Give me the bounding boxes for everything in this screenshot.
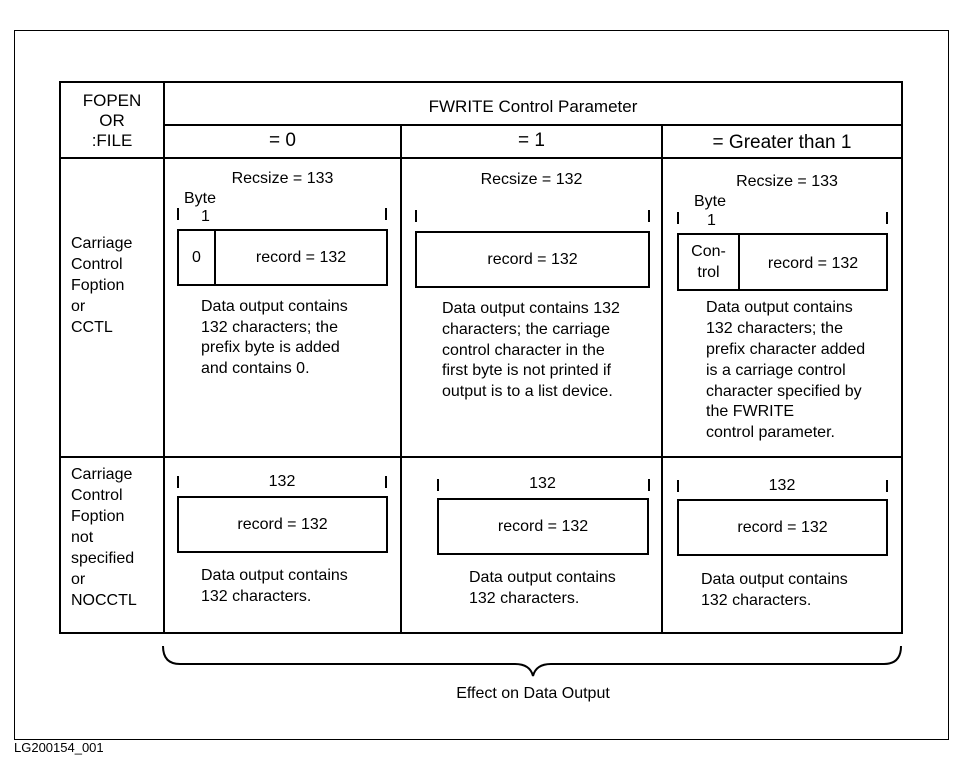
description-line: Data output contains 132: [442, 300, 620, 317]
nocctl-label-line: Control: [71, 487, 123, 504]
prefix-byte: 0: [192, 249, 201, 266]
record-label: record = 132: [737, 519, 828, 536]
description-line: 132 characters.: [701, 592, 812, 609]
record-label: record = 132: [487, 251, 578, 268]
byte-label: Byte: [184, 190, 217, 207]
description-line: Data output contains: [469, 569, 616, 586]
recsize-label: Recsize = 133: [736, 173, 838, 190]
description-line: character specified by: [706, 383, 862, 400]
description-line: control parameter.: [706, 424, 835, 441]
nocctl-label-line: specified: [71, 550, 135, 567]
description-line: characters; the carriage: [442, 321, 611, 338]
cctl-label-line: Foption: [71, 277, 125, 294]
prefix-control-line: trol: [697, 264, 720, 281]
description-line: first byte is not printed if: [442, 362, 611, 379]
recsize-label: Recsize = 132: [480, 171, 583, 188]
description-line: 132 characters.: [469, 590, 580, 607]
record-label: record = 132: [237, 516, 328, 533]
nocctl-label-line: or: [71, 571, 86, 588]
description-line: control character in the: [442, 342, 605, 359]
description-line: 132 characters; the: [201, 319, 338, 336]
byte-number: 1: [201, 208, 210, 225]
col-header-0: = 0: [269, 130, 296, 151]
record-label: record = 132: [767, 255, 859, 272]
byte-label: Byte: [694, 193, 727, 210]
record-label: record = 132: [497, 518, 589, 535]
effect-label: Effect on Data Output: [456, 685, 610, 702]
description-line: prefix character added: [706, 341, 866, 358]
description-line: is a carriage control: [706, 362, 846, 379]
description-line: the FWRITE: [706, 403, 795, 420]
size-label: 132: [768, 477, 796, 494]
cctl-label-line: Carriage: [71, 235, 133, 252]
description-line: Data output contains: [701, 571, 848, 588]
description-line: output is to a list device.: [442, 383, 613, 400]
recsize-label: Recsize = 133: [231, 170, 334, 187]
fopen-header-line2: OR: [99, 111, 125, 130]
nocctl-label-line: Carriage: [71, 466, 133, 483]
cctl-label-line: Control: [71, 256, 123, 273]
description-line: 132 characters; the: [706, 320, 843, 337]
byte-number: 1: [707, 212, 716, 229]
description-line: and contains 0.: [201, 360, 310, 377]
fopen-header-line1: FOPEN: [82, 91, 142, 110]
size-label: 132: [529, 475, 556, 492]
fopen-header-line3: :FILE: [91, 131, 133, 150]
fwrite-header-title: FWRITE Control Parameter: [428, 97, 638, 116]
cctl-label-line: CCTL: [71, 319, 113, 336]
nocctl-label-line: not: [71, 529, 94, 546]
description-line: 132 characters.: [201, 588, 312, 605]
col-header-gt1: = Greater than 1: [712, 132, 852, 153]
description-line: Data output contains: [201, 567, 348, 584]
nocctl-label-line: Foption: [71, 508, 125, 525]
figure-id: LG200154_001: [14, 740, 104, 755]
prefix-control-line: Con-: [691, 243, 726, 260]
description-line: prefix byte is added: [201, 339, 340, 356]
nocctl-label-line: NOCCTL: [71, 592, 137, 609]
record-label: record = 132: [255, 249, 347, 266]
cctl-label-line: or: [71, 298, 86, 315]
description-line: Data output contains: [706, 299, 853, 316]
col-header-1: = 1: [518, 130, 545, 151]
description-line: Data output contains: [201, 298, 348, 315]
size-label: 132: [268, 473, 296, 490]
